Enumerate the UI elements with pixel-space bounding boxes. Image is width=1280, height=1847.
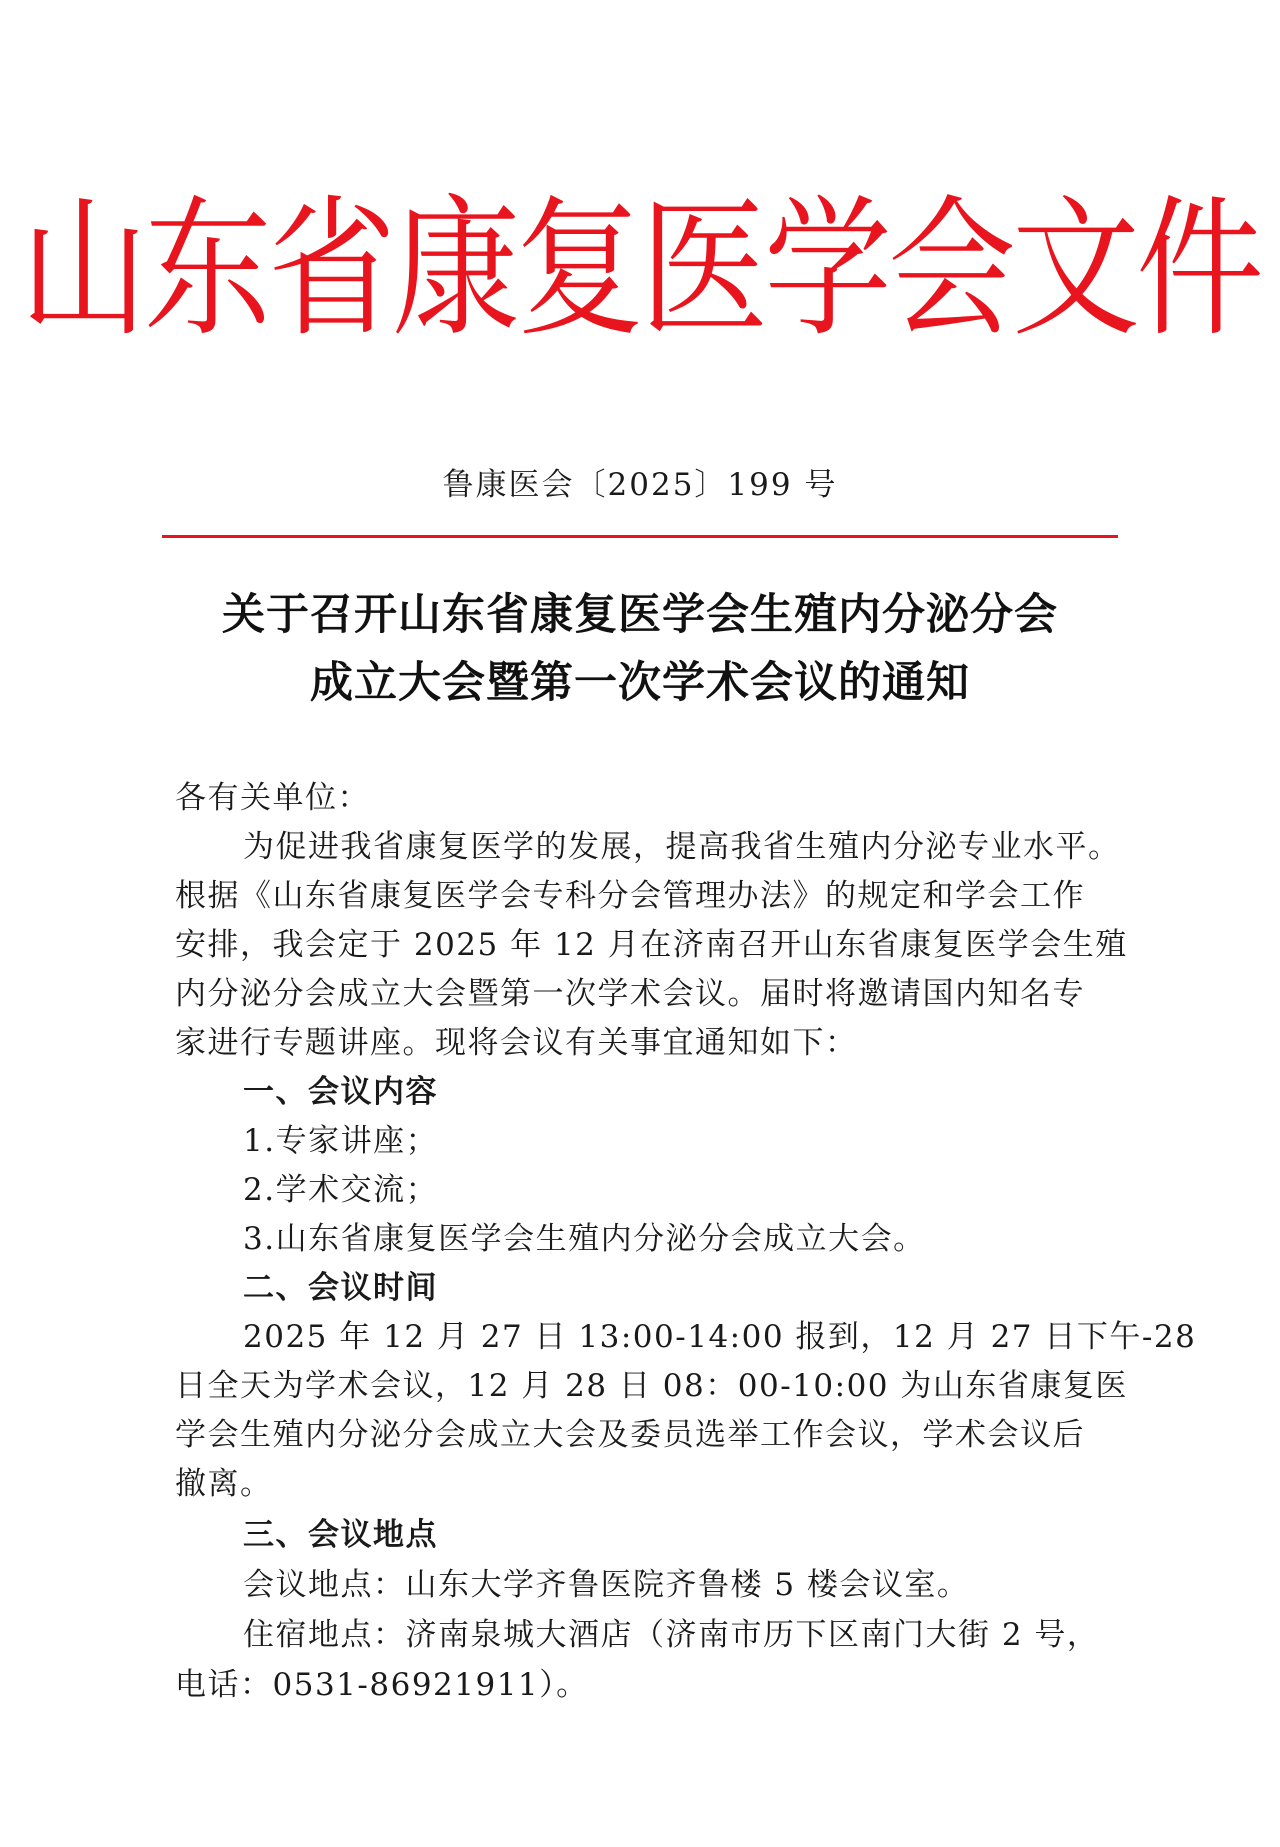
time-line: 日全天为学术会议，12 月 28 日 08：00-10:00 为山东省康复医 [175, 1368, 1128, 1404]
notice-title-line-1: 关于召开山东省康复医学会生殖内分泌分会 [222, 590, 1058, 640]
org-title: 山东省康复医学会文件 [19, 182, 1260, 358]
notice-title-line-2: 成立大会暨第一次学术会议的通知 [310, 658, 970, 708]
content-item: 3.山东省康复医学会生殖内分泌分会成立大会。 [243, 1221, 926, 1257]
intro-line: 家进行专题讲座。现将会议有关事宜通知如下： [175, 1025, 858, 1061]
document-number: 鲁康医会〔2025〕199 号 [442, 467, 838, 503]
time-line: 2025 年 12 月 27 日 13:00-14:00 报到，12 月 27 日下午-28 [243, 1319, 1197, 1355]
section-heading-time: 二、会议时间 [243, 1270, 438, 1306]
content-item: 2.学术交流； [243, 1172, 439, 1208]
intro-line: 根据《山东省康复医学会专科分会管理办法》的规定和学会工作 [175, 878, 1085, 914]
intro-line: 安排，我会定于 2025 年 12 月在济南召开山东省康复医学会生殖 [175, 927, 1128, 963]
time-line: 学会生殖内分泌分会成立大会及委员选举工作会议，学术会议后 [175, 1417, 1085, 1453]
location-line: 电话：0531-86921911）。 [175, 1667, 589, 1703]
location-line: 会议地点：山东大学齐鲁医院齐鲁楼 5 楼会议室。 [243, 1567, 970, 1603]
section-heading-content: 一、会议内容 [243, 1074, 438, 1110]
intro-line: 内分泌分会成立大会暨第一次学术会议。届时将邀请国内知名专 [175, 976, 1085, 1012]
red-divider [162, 535, 1118, 538]
time-line: 撤离。 [175, 1466, 273, 1502]
content-item: 1.专家讲座； [243, 1123, 439, 1159]
salutation: 各有关单位： [175, 780, 370, 816]
intro-line: 为促进我省康复医学的发展，提高我省生殖内分泌专业水平。 [243, 829, 1121, 865]
section-heading-location: 三、会议地点 [243, 1517, 438, 1553]
location-line: 住宿地点：济南泉城大酒店（济南市历下区南门大街 2 号， [243, 1617, 1100, 1653]
